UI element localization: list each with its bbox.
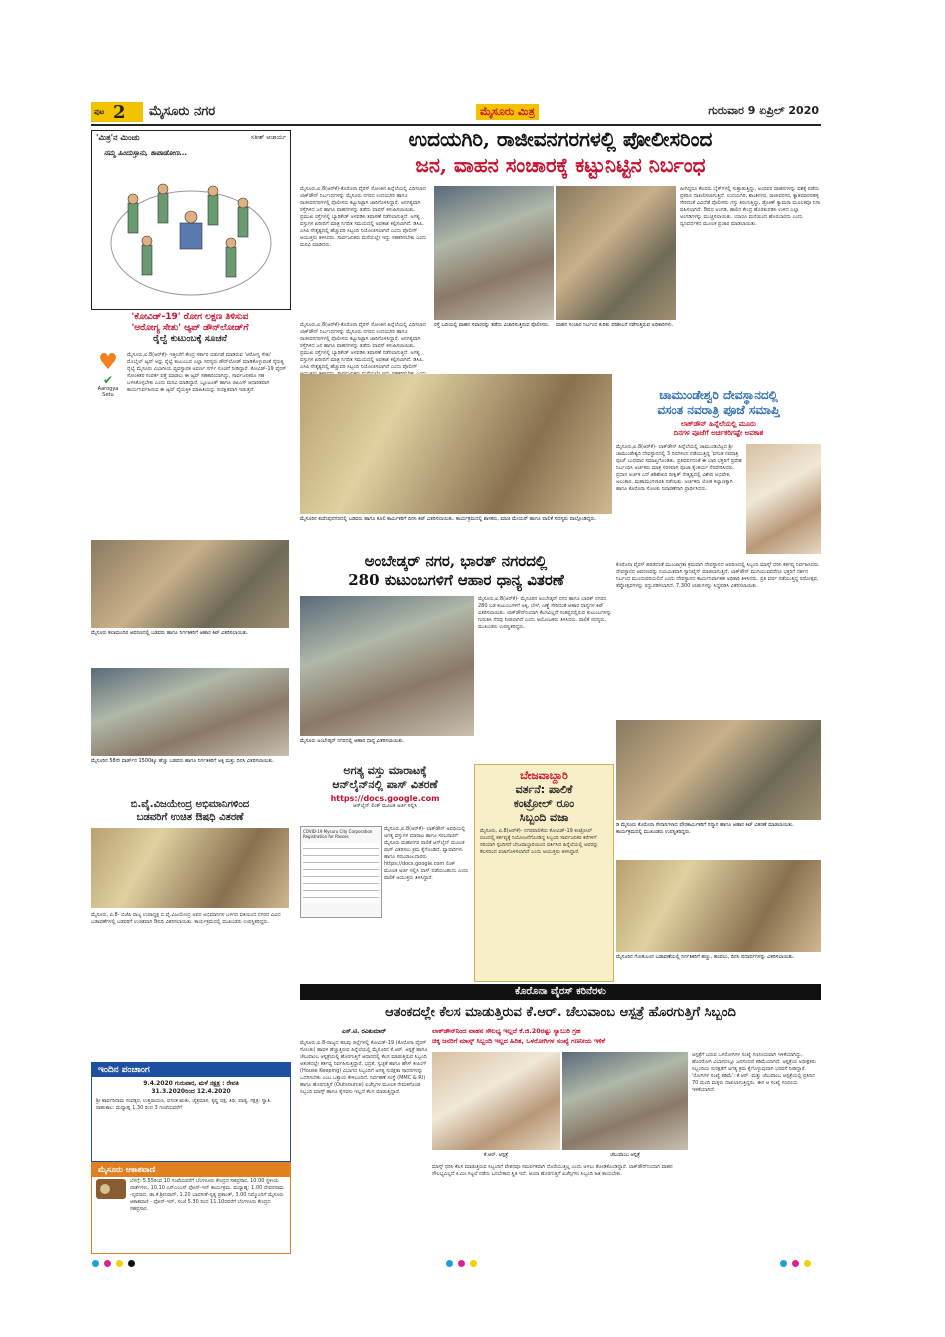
page-number: 2: [113, 102, 126, 123]
reg-dot-2: [104, 1260, 111, 1267]
vijayendra-body: ಮೈಸೂರು, ಏ.8- ಬಿಜೆಪಿ ರಾಜ್ಯ ಉಪಾಧ್ಯಕ್ಷ ಬಿ.ವೈ.ವಿಜಯೇಂದ್ರ ಅವರ ಅಭಿಮಾನಿಗಳ ಬಳಗದ ವತಿಯಿಂದ ನಗರದ ವಿವಿಧ ಬಡಾವಣೆಗಳಲ್ಲಿ ಬಡವರಿಗೆ ಉಚಿತವಾಗಿ ಔಷಧಿ ವಿತರಿಸಲಾಯಿತು. ಕಾರ್ಯಕ್ರಮದಲ್ಲಿ ಮುಖಂಡರು ಉಪಸ್ಥಿತರಿದ್ದರು.: [91, 912, 281, 925]
right-photo-2-caption: ಮೈಸೂರಿನ ಗೋಕುಲಂನ ಬಡಾವಣೆಯಲ್ಲಿ ನಿರ್ಗತಿಕರಿಗೆ ಹಣ್ಣು, ಹಂಪಲು, ದಿನಸಿ ಪದಾರ್ಥಗಳನ್ನು ವಿತರಿಸಲಾಯಿತು.: [616, 954, 821, 978]
online-pass-form-title: COVID-19 Mysuru City Corporation Registration for Passes: [303, 829, 373, 839]
vijayendra-article: [91, 798, 289, 958]
reg-dot-5: [446, 1260, 453, 1267]
page-number-badge: [91, 102, 143, 122]
page-label: ಪುಟ: [94, 108, 105, 116]
kr-hospital-byline: ಎಸ್.ಟಿ. ರವಿಕುಮಾರ್: [341, 1028, 387, 1035]
kr-hospital-photo-1-caption: ಕೆ.ಆರ್. ಆಸ್ಪತ್ರೆ: [432, 1152, 560, 1162]
group-photo-caption: ಮೈಸೂರಿನ ಕುವೆಂಪುನಗರದಲ್ಲಿ ಬಡವರು ಹಾಗೂ ಕೂಲಿ ಕಾರ್ಮಿಕರಿಗೆ ದಿನಸಿ ಕಿಟ್ ವಿತರಿಸಲಾಯಿತು. ಕಾರ್ಯಕ್ರಮದಲ್ಲಿ ಶಾಸಕರು, ಮಾಜಿ ಮೇಯರ್ ಹಾಗೂ ಪಾಲಿಕೆ ಸದಸ್ಯರು ಪಾಲ್ಗೊಂಡಿದ್ದರು.: [300, 516, 612, 548]
chamundi-article: [616, 388, 821, 718]
left-photo-2: [91, 668, 289, 756]
chamundi-photo: [746, 444, 821, 554]
reg-dot-8: [780, 1260, 787, 1267]
kr-hospital-body-right: ಆಸ್ಪತ್ರೆಗೆ ಬರುವ ಒಳರೋಗಿಗಳ ಸಂಖ್ಯೆ ಗಣನೀಯವಾಗಿ ಇಳಿಕೆಯಾಗಿದ್ದು, ಹೊರರೋಗಿ ವಿಭಾಗದಲ್ಲೂ ಜನಸಂದಣಿ ಕಡಿಮೆಯಾಗಿದೆ. ಆಸ್ಪತ್ರೆಯ ಅಧೀಕ್ಷಕರು ಸಿಬ್ಬಂದಿಯ ಸುರಕ್ಷತೆಗೆ ಅಗತ್ಯ ಕ್ರಮ ಕೈಗೊಳ್ಳುವುದಾಗಿ ಭರವಸೆ ನೀಡಿದ್ದಾರೆ. 'ರೋಗಿಗಳ ಸಂಖ್ಯೆ ಕಡಿಮೆ': ಕೆ.ಆರ್. ಮತ್ತು ಚೆಲುವಾಂಬ ಆಸ್ಪತ್ರೆಯಲ್ಲಿ ಪ್ರತಿದಿನ 70 ಮಂದಿ ಮಕ್ಕಳು ದಾಖಲಾಗುತ್ತಿದ್ದರು. ಈಗ ಆ ಸಂಖ್ಯೆ ಗಣನೀಯ ಇಳಿಕೆಯಾಗಿದೆ.: [692, 1052, 816, 1093]
online-pass-article: [300, 764, 470, 984]
chamundi-body-2: ಕೊರೊನಾ ವೈರಸ್ ಹರಡದಂತೆ ಮುಂಜಾಗ್ರತಾ ಕ್ರಮವಾಗಿ ದೇವಸ್ಥಾನದ ಆವರಣದಲ್ಲಿ ಸಿಬ್ಬಂದಿ ಮಾಸ್ಕ್ ಧರಿಸಿ ಕರ್ತವ್ಯ ನಿರ್ವಹಿಸಿದರು. ದೇವಸ್ಥಾನದ ಆವರಣವನ್ನು ನಿಯಮಿತವಾಗಿ ಸ್ಯಾನಿಟೈಸ್ ಮಾಡಲಾಗುತ್ತಿದೆ. ಲಾಕ್‌ಡೌನ್ ಮುಗಿಯುವವರೆಗೂ ಭಕ್ತರಿಗೆ ದರ್ಶನ ನಿರ್ಬಂಧ ಮುಂದುವರಿಯಲಿದೆ ಎಂದು ದೇವಸ್ಥಾನದ ಕಾರ್ಯನಿರ್ವಾಹಕ ಅಧಿಕಾರಿ ತಿಳಿಸಿದರು. ಪ್ರತಿ ವರ್ಷ ನಡೆಯುತ್ತಿದ್ದ ರಥೋತ್ಸವ, ತೆಪ್ಪೋತ್ಸವಗಳನ್ನು ರದ್ದುಪಡಿಸಲಾಗಿದೆ. 7,300 ಲಾಡುಗಳನ್ನು ಸಿದ್ಧಪಡಿಸಿ ವಿತರಿಸಲಾಯಿತು.: [616, 562, 820, 589]
ambedkar-caption: ಮೈಸೂರು ಅಂಬೇಡ್ಕರ್ ನಗರದಲ್ಲಿ ಆಹಾರ ಧಾನ್ಯ ವಿತರಿಸಲಾಯಿತು.: [300, 738, 474, 762]
akashvani-title: ಮೈಸೂರು ಆಕಾಶವಾಣಿ: [92, 1163, 290, 1177]
panchanga-title: ಇಂದಿನ ಪಂಚಾಂಗ: [92, 1063, 290, 1077]
panchanga-box: [91, 1062, 291, 1162]
left-photo-2-caption: ಮೈಸೂರಿನ 58ನೇ ವಾರ್ಡ್‌ನ 1500ಕ್ಕೂ ಹೆಚ್ಚು ಬಡವರು ಹಾಗೂ ನಿರ್ಗತಿಕರಿಗೆ ಅಕ್ಕಿ ಮತ್ತು ದಿನಸಿ ವಿತರಿಸಲಾಯಿತು.: [91, 758, 289, 792]
aarogya-body: ಮೈಸೂರು,ಏ.8(ಆರ್‌ಕೆ)- ಇತ್ತೀಚೆಗೆ ಕೇಂದ್ರ ಸರ್ಕಾರ ಬಿಡುಗಡೆ ಮಾಡಿರುವ 'ಆರೋಗ್ಯ ಸೇತು' ಮೊಬೈಲ್ ಆ್ಯಪ್ ಅನ್ನು ರೈಲ್ವೆ ಕುಟುಂಬದ ಎಲ್ಲಾ ಸದಸ್ಯರು ಡೌನ್‌ಲೋಡ್ ಮಾಡಿಕೊಳ್ಳುವಂತೆ ನೈರುತ್ಯ ರೈಲ್ವೆ ಮೈಸೂರು ವಿಭಾಗೀಯ ವ್ಯವಸ್ಥಾಪಕ ಅಪರ್ಣ ಗರ್ಗ್ ಸೂಚನೆ ನೀಡಿದ್ದಾರೆ. ಕೋವಿಡ್-19 ವೈರಸ್ ಸೋಂಕಿತರ ಸಂಪರ್ಕ ಪತ್ತೆ ಮಾಡಲು ಈ ಆ್ಯಪ್ ಸಹಕಾರಿಯಾಗಿದ್ದು, ಸಾರ್ವಜನಿಕರೂ ಸಹ ಬಳಸಿಕೊಳ್ಳಬೇಕು ಎಂದು ಮನವಿ ಮಾಡಿದ್ದಾರೆ. ಬ್ಲೂಟೂತ್ ಹಾಗೂ ಜಿಪಿಎಸ್ ಆಧಾರಿತವಾಗಿ ಕಾರ್ಯನಿರ್ವಹಿಸುವ ಈ ಆ್ಯಪ್ ವೈಯಕ್ತಿಕ ಮಾಹಿತಿಯನ್ನು ಸುರಕ್ಷಿತವಾಗಿ ಇಡುತ್ತದೆ.: [127, 352, 287, 393]
online-pass-form: [300, 826, 382, 918]
right-photo-1: [616, 720, 821, 820]
reg-dot-9: [792, 1260, 799, 1267]
vijayendra-photo: [91, 828, 289, 908]
kr-hospital-headline: ಆತಂಕದಲ್ಲೇ ಕೆಲಸ ಮಾಡುತ್ತಿರುವ ಕೆ.ಆರ್. ಚೆಲುವಾಂಬ ಆಸ್ಪತ್ರೆ ಹೊರಗುತ್ತಿಗೆ ಸಿಬ್ಬಂದಿ: [385, 1005, 736, 1020]
main-headline: [300, 126, 821, 180]
reg-dot-6: [458, 1260, 465, 1267]
aarogya-logo: [93, 352, 123, 402]
negligence-body: ಮೈಸೂರು, ಏ.8(ಆರ್‌ಕೆ)- ನಗರಪಾಲಿಕೆಯ ಕೋವಿಡ್-19 ಕಂಟ್ರೋಲ್ ರೂಂನಲ್ಲಿ ಕರ್ತವ್ಯಕ್ಕೆ ನಿಯೋಜನೆಗೊಂಡಿದ್ದ ಸಿಬ್ಬಂದಿ ಸಾರ್ವಜನಿಕರ ಕರೆಗಳಿಗೆ ಸರಿಯಾಗಿ ಸ್ಪಂದಿಸದೆ ಬೇಜವಾಬ್ದಾರಿಯಿಂದ ವರ್ತಿಸಿದ ಹಿನ್ನೆಲೆಯಲ್ಲಿ ಅವರನ್ನು ಕೆಲಸದಿಂದ ವಜಾಗೊಳಿಸಲಾಗಿದೆ ಎಂದು ಆಯುಕ್ತರು ತಿಳಿಸಿದ್ದಾರೆ.: [480, 828, 599, 855]
cartoon-box: [91, 130, 291, 310]
aarogya-article: [91, 312, 289, 472]
reg-dot-4: [128, 1260, 135, 1267]
heart-icon: ♥: [98, 350, 118, 375]
main-photo-caption: ರಸ್ತೆ ಬದಿಯಲ್ಲಿ ವಾಹನ ಸವಾರರನ್ನು ತಡೆದು ವಿಚಾರಿಸುತ್ತಿರುವ ಪೊಲೀಸರು.: [434, 322, 554, 352]
online-pass-url[interactable]: https://docs.google.com: [330, 794, 440, 803]
main-body-right: ಹೀಗಿದ್ದರೂ ಕೆಲವರು ಬೈಕ್‌ಗಳಲ್ಲಿ ಸುತ್ತಾಡುತ್ತಿದ್ದು, ಅಂಥವರ ವಾಹನಗಳನ್ನು ವಶಕ್ಕೆ ಪಡೆದು ಪ್ರಕರಣ ದಾಖಲಿಸಲಾಗುತ್ತಿದೆ. ಉದಯಗಿರಿ, ಶಾಂತಿನಗರ, ರಾಜೀವನಗರ, ಕ್ಯಾತಮಾರನಹಳ್ಳಿ ಸೇರಿದಂತೆ ವಿವಿಧೆಡೆ ಪೊಲೀಸರು ಗಸ್ತು ತಿರುಗುತ್ತಿದ್ದು, ಡ್ರೋಣ್ ಕ್ಯಾಮರಾ ಮೂಲಕವೂ ನಿಗಾ ವಹಿಸಲಾಗಿದೆ. ಔಷಧ ಅಂಗಡಿ, ಹಾಲಿನ ಕೇಂದ್ರ ಹೊರತುಪಡಿಸಿ ಉಳಿದ ಎಲ್ಲಾ ಅಂಗಡಿಗಳನ್ನು ಮುಚ್ಚಿಸಲಾಯಿತು. ಯಾರೂ ಮನೆಯಿಂದ ಹೊರಬಾರದು ಎಂದು ಧ್ವನಿವರ್ಧಕದ ಮೂಲಕ ಪ್ರಚಾರ ಮಾಡಲಾಯಿತು.: [680, 186, 821, 227]
kr-hospital-body-mid: ಮಾಸ್ಕ್ ಧರಿಸಿ ಕೆಲಸ ಮಾಡುತ್ತಿರುವ ಸಿಬ್ಬಂದಿಗೆ ವೇತನವೂ ಸಮರ್ಪಕವಾಗಿ ದೊರೆಯುತ್ತಿಲ್ಲ ಎಂದು ಅಳಲು ತೋಡಿಕೊಂಡಿದ್ದಾರೆ. ಲಾಕ್‌ಡೌನ್‌ನಿಂದಾಗಿ ವಾಹನ ಸೌಲಭ್ಯವಿಲ್ಲದೆ ಕಿ.ಮೀ.ಗಟ್ಟಲೆ ನಡೆದು ಬರಬೇಕಾದ ಸ್ಥಿತಿ ಇದೆ. ಆಯಾ ಹೊರಗುತ್ತಿಗೆ ಏಜೆನ್ಸಿಗಳು ಸಿಬ್ಬಂದಿ ಹಿತ ಕಾಯಬೇಕು.: [432, 1164, 673, 1177]
chamundi-subhead: ಲಾಕ್‌ಡೌನ್ ಹಿನ್ನೆಲೆಯಲ್ಲಿ ಮೂರು ದಿನಗಳ ಪೂಜೆಗೆ ಅರ್ಚಕರಿಗಷ್ಟೇ ಅವಕಾಶ: [673, 420, 764, 437]
main-headline-line2: ಜನ, ವಾಹನ ಸಂಚಾರಕ್ಕೆ ಕಟ್ಟುನಿಟ್ಟಿನ ನಿರ್ಬಂಧ: [415, 153, 706, 177]
kr-hospital-photo-2: [562, 1052, 688, 1150]
main-photo-2: [556, 186, 676, 320]
group-photo: [300, 374, 612, 514]
left-photo-1-caption: ಮೈಸೂರು ಕಲಾಮಂದಿರ ಆವರಣದಲ್ಲಿ ಬಡವರು ಹಾಗೂ ನಿರ್ಗತಿಕರಿಗೆ ಆಹಾರ ಕಿಟ್ ವಿತರಿಸಲಾಯಿತು.: [91, 630, 289, 664]
check-icon: ✔: [102, 373, 114, 387]
cartoon-caption: ನಮ್ಮ ಹಿಂದುಸ್ತಾನು, ಕಾಪಾಡೋಣ...: [104, 149, 188, 157]
cartoon-title: 'ಮಿತ್ರ'ನ ಮಿಂಚು: [96, 133, 140, 142]
online-pass-body: ಮೈಸೂರು,ಏ.8(ಆರ್‌ಕೆ)- ಲಾಕ್‌ಡೌನ್ ಅವಧಿಯಲ್ಲಿ ಅಗತ್ಯ ವಸ್ತುಗಳ ಮಾರಾಟ ಹಾಗೂ ಸರಬರಾಜಿಗೆ ಮೈಸೂರು ಮಹಾನಗರ ಪಾಲಿಕೆ ಆನ್‌ಲೈನ್ ಮೂಲಕ ಪಾಸ್ ವಿತರಿಸಲು ಕ್ರಮ ಕೈಗೊಂಡಿದೆ. ವ್ಯಾಪಾರಿಗಳು ಹಾಗೂ ಸರಬರಾಜುದಾರರು https://docs.google.com ಲಿಂಕ್ ಮೂಲಕ ಅರ್ಜಿ ಸಲ್ಲಿಸಿ ಪಾಸ್ ಪಡೆಯಬಹುದು ಎಂದು ಪಾಲಿಕೆ ಆಯುಕ್ತರು ತಿಳಿಸಿದ್ದಾರೆ.: [384, 826, 469, 881]
ambedkar-headline: ಅಂಬೇಡ್ಕರ್ ನಗರ, ಭಾರತ್ ನಗರದಲ್ಲಿ 280 ಕುಟುಂಬಗಳಿಗೆ ಆಹಾರ ಧಾನ್ಯ ವಿತರಣೆ: [348, 552, 564, 589]
corona-band-label: ಕೊರೊನಾ ವೈರಸ್ ಕರಿನೆರಳು: [515, 986, 606, 997]
main-photo-1: [434, 186, 554, 320]
negligence-headline: ಬೇಜವಾಬ್ದಾರಿ ವರ್ತನೆ: ಪಾಲಿಕೆ ಕಂಟ್ರೋಲ್ ರೂಂ ಸಿಬ್ಬಂದಿ ವಜಾ: [513, 769, 575, 824]
main-headline-line1: ಉದಯಗಿರಿ, ರಾಜೀವನಗರಗಳಲ್ಲಿ ಪೋಲೀಸರಿಂದ: [408, 127, 713, 151]
ambedkar-photo: [300, 596, 474, 736]
paper-name: ಮೈಸೂರು ಮಿತ್ರ: [476, 104, 539, 120]
kr-hospital-photo-2-caption: ಚೆಲುವಾಂಬ ಆಸ್ಪತ್ರೆ: [562, 1152, 688, 1162]
ambedkar-body: ಮೈಸೂರು,ಏ.8(ಆರ್‌ಕೆ)- ಮೈಸೂರಿನ ಅಂಬೇಡ್ಕರ್ ನಗರ ಹಾಗೂ ಭಾರತ್ ನಗರದ 280 ಬಡ ಕುಟುಂಬಗಳಿಗೆ ಅಕ್ಕಿ, ಬೇಳೆ, ಎಣ್ಣೆ ಸೇರಿದಂತೆ ಆಹಾರ ಧಾನ್ಯಗಳ ಕಿಟ್ ವಿತರಿಸಲಾಯಿತು. ಲಾಕ್‌ಡೌನ್‌ನಿಂದಾಗಿ ಕೆಲಸವಿಲ್ಲದೆ ಸಂಕಷ್ಟದಲ್ಲಿರುವ ಕುಟುಂಬಗಳನ್ನು ಗುರುತಿಸಿ ನೆರವು ನೀಡಲಾಗಿದೆ ಎಂದು ಆಯೋಜಕರು ತಿಳಿಸಿದರು. ಪಾಲಿಕೆ ಸದಸ್ಯರು, ಮುಖಂಡರು ಉಪಸ್ಥಿತರಿದ್ದರು.: [478, 596, 612, 630]
cartoon-drawing: [98, 163, 284, 303]
left-photo-1: [91, 540, 289, 628]
chamundi-body: ಮೈಸೂರು,ಏ.8(ಆರ್‌ಕೆ)- ಲಾಕ್‌ಡೌನ್ ಹಿನ್ನೆಲೆಯಲ್ಲಿ ಚಾಮುಂಡಿಬೆಟ್ಟದ ಶ್ರೀ ಚಾಮುಂಡೇಶ್ವರಿ ದೇವಸ್ಥಾನದಲ್ಲಿ 3 ದಿನಗಳಿಂದ ನಡೆಯುತ್ತಿದ್ದ 'ವಸಂತ ನವರಾತ್ರಿ ಪೂಜೆ' ಬುಧವಾರ ಸಮಾಪ್ತಿಗೊಂಡಿತು. ಪ್ರತಿವರ್ಷದಂತೆ ಈ ಬಾರಿ ಭಕ್ತರಿಗೆ ಪ್ರವೇಶ ನಿರ್ಬಂಧಿಸಿ ಅರ್ಚಕರು ಮಾತ್ರ ಸರಳವಾಗಿ ಪೂಜಾ ಕೈಂಕರ್ಯ ನೆರವೇರಿಸಿದರು. ಪ್ರಧಾನ ಅರ್ಚಕ ಎನ್.ಶಶಿಶೇಖರ ದೀಕ್ಷಿತ್ ನೇತೃತ್ವದಲ್ಲಿ ವಿಶೇಷ ಅಭಿಷೇಕ, ಅಲಂಕಾರ, ಮಹಾಮಂಗಳಾರತಿ ನಡೆಯಿತು. ಅರ್ಚಕರು ಲೋಕ ಕಲ್ಯಾಣಕ್ಕಾಗಿ ಹಾಗೂ ಕೊರೊನಾ ಸೋಂಕು ನಿವಾರಣೆಗಾಗಿ ಪ್ರಾರ್ಥಿಸಿದರು.: [616, 444, 742, 492]
right-photo-2: [616, 860, 821, 952]
reg-dot-1: [92, 1260, 99, 1267]
akashvani-box: [91, 1162, 291, 1254]
kr-hospital-photo-1: [432, 1052, 560, 1150]
online-pass-headline: ಅಗತ್ಯ ವಸ್ತು ಮಾರಾಟಕ್ಕೆ ಆನ್‌ಲೈನ್‌ನಲ್ಲಿ ಪಾಸ್ ವಿತರಣೆ: [332, 764, 438, 791]
akashvani-body: ಬೆಳಗ್ಗೆ: 5.55ರಿಂದ 10 ಗಂಟೆಯವರೆಗೆ ಬೆಂಗಳೂರು ಕೇಂದ್ರದ ಸಹಪ್ರಸಾರ, 10.00 ಸ್ಥಳೀಯ ವಾರ್ತೆಗಳು, 10.10 ಎಸ್‌ಎಂಎಸ್ ಫೋನ್-ಇನ್ ಕಾರ್ಯಕ್ರಮ. ಮಧ್ಯಾಹ್ನ: 1.00 ದೇವರನಾಮ -ನೃಪನಾದ, ಡಾ.ಕೆ.ಶ್ರೀನಿವಾಸ್, 1.20 ಭಾವಗೀತೆ-ನೃತ್ಯ ಪ್ರಶಾಂತ್, 3.00 ನಿಮ್ಮೊಂದಿಗೆ ಮೈಸೂರು ಆಕಾಶವಾಣಿ - ಫೋನ್-ಇನ್, ಸಂಜೆ 5.30 ರಿಂದ 11.10ರವರೆಗೆ ಬೆಂಗಳೂರು ಕೇಂದ್ರದ ಸಹಪ್ರಸಾರ.: [130, 1178, 284, 1212]
kr-hospital-subhead: ಲಾಕ್‌ಡೌನ್‌ನಿಂದ ವಾಹನ ಸೌಲಭ್ಯ ಇಲ್ಲದೆ ಕೆ.ಜಿ.20ರಷ್ಟು ಸ್ಯಾಬುರಿ ಗ್ರಹ ಚಿಕ್ಕ ಜನರಿಗೆ ಮಾಸ್ಕ್ ಸಿಬ್ಬಂದಿ ಇಲ್ಲದ ಹಿರಿತ, ಒಳರೋಗಿಗಳ ಸಂಖ್ಯೆ ಗಣನೀಯ ಇಳಿಕೆ: [432, 1027, 605, 1045]
main-photo-caption-2: ವಾಹನ ಸಂಚಾರ ನಿರ್ಬಂಧ ಕುರಿತು ಪರಿಶೀಲನೆ ನಡೆಸುತ್ತಿರುವ ಅಧಿಕಾರಿಗಳು.: [556, 322, 676, 352]
vijayendra-headline: ಬಿ.ವೈ.ವಿಜಯೇಂದ್ರ ಅಭಿಮಾನಿಗಳಿಂದ ಬಡವರಿಗೆ ಉಚಿತ ಔಷಧಿ ವಿತರಣೆ: [130, 799, 250, 823]
main-body-left-cont: ಮೈಸೂರು,ಏ.8(ಆರ್‌ಕೆ)-ಕೊರೊನಾ ವೈರಸ್ ಸೋಂಕಿನ ಹಿನ್ನೆಲೆಯಲ್ಲಿ ವಿಧಿಸಲಾದ ಲಾಕ್‌ಡೌನ್ ನಿರ್ಬಂಧಗಳನ್ನು ಮೈಸೂರು ನಗರದ ಉದಯಗಿರಿ ಹಾಗೂ ರಾಜೀವನಗರಗಳಲ್ಲಿ ಪೊಲೀಸರು ಕಟ್ಟುನಿಟ್ಟಾಗಿ ಜಾರಿಗೊಳಿಸಿದ್ದಾರೆ. ಅನಗತ್ಯವಾಗಿ ರಸ್ತೆಗಿಳಿದ ಜನ ಹಾಗೂ ವಾಹನಗಳನ್ನು ತಡೆದು ವಾಪಸ್ ಕಳುಹಿಸಲಾಯಿತು. ಪ್ರಮುಖ ರಸ್ತೆಗಳಲ್ಲಿ ಬ್ಯಾರಿಕೇಡ್ ಅಳವಡಿಸಿ ತಪಾಸಣೆ ನಡೆಸಲಾಗುತ್ತಿದೆ. ಅಗತ್ಯ ವಸ್ತುಗಳ ಖರೀದಿಗೆ ಮಾತ್ರ ನಿಗದಿತ ಸಮಯದಲ್ಲಿ ಅವಕಾಶ ಕಲ್ಪಿಸಲಾಗಿದೆ. ಡಿಸಿಪಿ, ಎಸಿಪಿ ನೇತೃತ್ವದಲ್ಲಿ ಹೆಚ್ಚುವರಿ ಸಿಬ್ಬಂದಿ ನಿಯೋಜಿಸಲಾಗಿದೆ ಎಂದು ಪೊಲೀಸ್: [300, 322, 426, 370]
masthead: [91, 100, 821, 124]
reg-dot-3: [116, 1260, 123, 1267]
reg-dot-7: [470, 1260, 477, 1267]
negligence-article: [474, 764, 614, 982]
panchanga-body: ಶ್ರೀ ಶಾರ್ವರಿನಾಮ ಸಂವತ್ಸರ, ಉತ್ತರಾಯಣ, ವಸಂತ ಋತು, ಚೈತ್ರಮಾಸ, ಕೃಷ್ಣ ಪಕ್ಷ, ತಿಥಿ: ಪಾಡ್ಯ, ನಕ್ಷತ್ರ: ಸ್ವಾತಿ. ರಾಹುಕಾಲ: ಮಧ್ಯಾಹ್ನ 1.30 ರಿಂದ 3 ಗಂಟೆಯವರೆಗೆ: [96, 1098, 272, 1111]
chamundi-headline: ಚಾಮುಂಡೇಶ್ವರಿ ದೇವಸ್ಥಾನದಲ್ಲಿ ವಸಂತ ನವರಾತ್ರಿ ಪೂಜೆ ಸಮಾಪ್ತಿ: [657, 388, 780, 417]
radio-icon: [96, 1179, 126, 1199]
main-body-left: ಮೈಸೂರು,ಏ.8(ಆರ್‌ಕೆ)-ಕೊರೊನಾ ವೈರಸ್ ಸೋಂಕಿನ ಹಿನ್ನೆಲೆಯಲ್ಲಿ ವಿಧಿಸಲಾದ ಲಾಕ್‌ಡೌನ್ ನಿರ್ಬಂಧಗಳನ್ನು ಮೈಸೂರು ನಗರದ ಉದಯಗಿರಿ ಹಾಗೂ ರಾಜೀವನಗರಗಳಲ್ಲಿ ಪೊಲೀಸರು ಕಟ್ಟುನಿಟ್ಟಾಗಿ ಜಾರಿಗೊಳಿಸಿದ್ದಾರೆ. ಅನಗತ್ಯವಾಗಿ ರಸ್ತೆಗಿಳಿದ ಜನ ಹಾಗೂ ವಾಹನಗಳನ್ನು ತಡೆದು ವಾಪಸ್ ಕಳುಹಿಸಲಾಯಿತು. ಪ್ರಮುಖ ರಸ್ತೆಗಳಲ್ಲಿ ಬ್ಯಾರಿಕೇಡ್ ಅಳವಡಿಸಿ ತಪಾಸಣೆ ನಡೆಸಲಾಗುತ್ತಿದೆ. ಅಗತ್ಯ ವಸ್ತುಗಳ ಖರೀದಿಗೆ ಮಾತ್ರ ನಿಗದಿತ ಸಮಯದಲ್ಲಿ ಅವಕಾಶ ಕಲ್ಪಿಸಲಾಗಿದೆ. ಡಿಸಿಪಿ, ಎಸಿಪಿ ನೇತೃತ್ವದಲ್ಲಿ ಹೆಚ್ಚುವರಿ ಸಿಬ್ಬಂದಿ ನಿಯೋಜಿಸಲಾಗಿದೆ ಎಂದು ಪೊಲೀಸ್ ಆಯುಕ್ತರು ತಿಳಿಸಿದರು. ಸಾರ್ವಜನಿಕರು ಮನೆಯಲ್ಲೇ ಇದ್ದು ಸಹಕರಿಸಬೇಕು ಎಂದು ಮನವಿ ಮಾಡಿದರು.: [300, 186, 430, 318]
cartoon-author: ಸತೀಶ್ ಆಚಾರ್ಯ: [251, 134, 286, 141]
issue-date: ಗುರುವಾರ 9 ಏಪ್ರಿಲ್ 2020: [708, 104, 819, 117]
panchanga-line2: 31.3.2020ರಿಂದ 12.4.2020: [151, 1088, 231, 1095]
corona-band: [300, 984, 821, 1000]
right-photo-1-caption: ಡಿ ಮೈಸೂರು ಕೊರೊನಾ ಸೇನಾನಿಗಳಾದ ಪೌರಕಾರ್ಮಿಕರಿಗೆ ಸನ್ಮಾನ ಹಾಗೂ ಆಹಾರ ಕಿಟ್ ವಿತರಣೆ ಮಾಡಲಾಯಿತು. ಕಾರ್ಯಕ್ರಮದಲ್ಲಿ ಮುಖಂಡರು ಉಪಸ್ಥಿತರಿದ್ದರು.: [616, 822, 821, 858]
aarogya-headline: 'ಕೋವಿಡ್-19' ರೋಗ ಲಕ್ಷಣ ತಿಳಿಸುವ 'ಆರೋಗ್ಯ ಸೇತು' ಆ್ಯಪ್ ಡೌನ್‌ಲೋಡ್‌ಗೆ ರೈಲ್ವೆ ಕುಟುಂಬಕ್ಕೆ ಸೂಚನೆ: [131, 312, 249, 344]
kr-hospital-body-left: ಮೈಸೂರು,ಏ.8-ರಾಜ್ಯದ ಹಲವು ಜಿಲ್ಲೆಗಳಲ್ಲಿ ಕೋವಿಡ್-19 (ಕೊರೊನಾ ವೈರಸ್ ಸೋಂಕು) ಹಾವಳಿ ಹೆಚ್ಚುತ್ತಿರುವ ಹಿನ್ನೆಲೆಯಲ್ಲಿ ಮೈಸೂರಿನ ಕೆ.ಆರ್. ಆಸ್ಪತ್ರೆ ಹಾಗೂ ಚೆಲುವಾಂಬ ಆಸ್ಪತ್ರೆಯಲ್ಲಿ ಹೊರಗುತ್ತಿಗೆ ಆಧಾರದಲ್ಲಿ ಕೆಲಸ ಮಾಡುತ್ತಿರುವ ಸಿಬ್ಬಂದಿ ಆತಂಕದಲ್ಲೇ ಕರ್ತವ್ಯ ನಿರ್ವಹಿಸುತ್ತಿದ್ದಾರೆ. ಭದ್ರತೆ, ಸ್ವಚ್ಛತೆ ಹಾಗೂ ಹೌಸ್ ಕೀಪಿಂಗ್ (House Keeping) ವಿಭಾಗದ ಸಿಬ್ಬಂದಿಗೆ ಅಗತ್ಯ ಸುರಕ್ಷತಾ ಸಾಧನಗಳನ್ನು ಒದಗಿಸಬೇಕು ಎಂಬ ಒತ್ತಾಯ ಕೇಳಿಬಂದಿದೆ. ನಿರ್ವಹಣೆ ಸಂಸ್ಥೆ (MMC & RI) ಹಾಗೂ ಹೊರಗುತ್ತಿಗೆ (Outsource) ಏಜೆನ್ಸಿಗಳ ಮೂಲಕ ನೇಮಕಗೊಂಡ ಸಿಬ್ಬಂದಿ ಮಾಸ್ಕ್ ಹಾಗೂ ಕೈಗವಸು ಇಲ್ಲದೆ ಕೆಲಸ ಮಾಡುತ್ತಿದ್ದಾರೆ.: [300, 1040, 428, 1095]
aarogya-logo-label: Aarogya Setu: [97, 386, 119, 398]
reg-dot-10: [804, 1260, 811, 1267]
online-pass-url-suffix: ಆನ್‌ಲೈನ್ ಲಿಂಕ್ ಮೂಲಕ ಅರ್ಜಿ ಸಲ್ಲಿಸಿ: [353, 803, 417, 809]
panchanga-line1: 9.4.2020 ಗುರುವಾರ, ಮಳೆ ನಕ್ಷತ್ರ : ರೇವತಿ: [143, 1080, 239, 1087]
section-title: ಮೈಸೂರು ನಗರ: [149, 104, 216, 119]
